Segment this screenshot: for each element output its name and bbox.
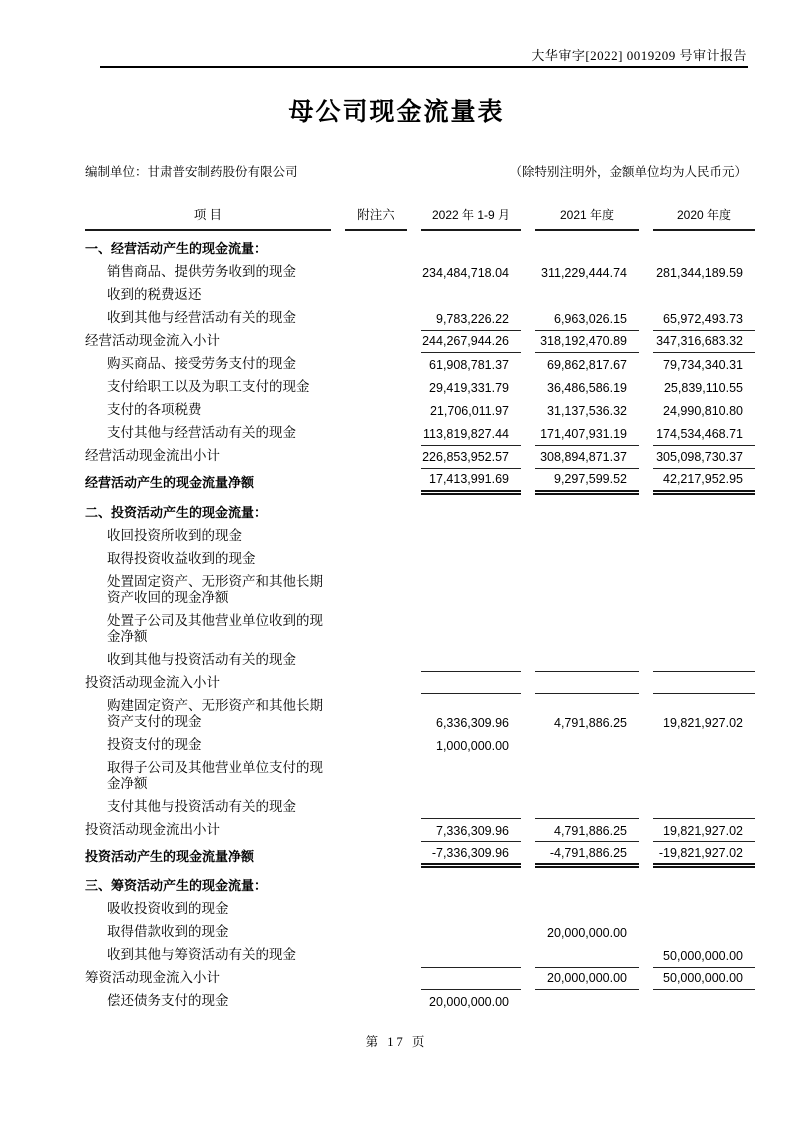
- row-label: 销售商品、提供劳务收到的现金: [107, 264, 296, 279]
- table-row: [85, 609, 755, 648]
- note-cell: [345, 468, 407, 495]
- value-cell: [653, 648, 755, 671]
- value-cell: 347,316,683.32: [653, 330, 755, 353]
- value-cell: [421, 648, 521, 671]
- value-cell: [421, 671, 521, 694]
- column-header-2021: 2021 年度: [535, 202, 639, 231]
- note-cell: [345, 967, 407, 990]
- row-label: 收回投资所收到的现金: [107, 527, 242, 543]
- note-cell: [345, 818, 407, 841]
- note-cell: [345, 307, 407, 330]
- table-row: [85, 468, 755, 495]
- value-cell: 25,839,110.55: [663, 381, 743, 395]
- page-number: 第 17 页: [365, 1035, 428, 1049]
- value-cell: 4,791,886.25: [535, 818, 639, 841]
- note-cell: [345, 841, 407, 868]
- note-cell: [345, 944, 407, 967]
- value-cell: [653, 898, 755, 921]
- note-cell: [345, 261, 407, 284]
- value-cell: [535, 868, 639, 898]
- value-cell: [653, 921, 755, 944]
- value-cell: [535, 547, 639, 570]
- table-row: [85, 231, 755, 261]
- value-cell: [535, 795, 639, 818]
- row-label: 取得投资收益收到的现金: [107, 550, 256, 566]
- column-header-2022: 2022 年 1-9 月: [421, 202, 521, 231]
- note-cell: [345, 547, 407, 570]
- row-label: 支付的各项税费: [107, 402, 202, 417]
- table-row: [85, 524, 755, 547]
- value-cell: 244,267,944.26: [421, 330, 521, 353]
- value-cell: 311,229,444.74: [541, 266, 627, 280]
- page-title: 母公司现金流量表: [288, 98, 505, 126]
- note-cell: [345, 570, 407, 609]
- value-cell: 29,419,331.79: [429, 381, 509, 395]
- note-cell: [345, 399, 407, 422]
- note-cell: [345, 868, 407, 898]
- row-label: 二、投资活动产生的现金流量：: [85, 504, 268, 520]
- value-cell: [535, 733, 639, 756]
- value-cell: 20,000,000.00: [547, 926, 627, 940]
- value-cell: [535, 495, 639, 525]
- value-cell: 7,336,309.96: [421, 818, 521, 841]
- row-label: 投资活动产生的现金流量净额: [85, 848, 255, 864]
- row-label: 一、经营活动产生的现金流量：: [85, 241, 268, 256]
- value-cell: [535, 898, 639, 921]
- table-row: [85, 376, 755, 399]
- value-cell: 20,000,000.00: [535, 967, 639, 990]
- value-cell: [653, 231, 755, 261]
- value-cell: [653, 671, 755, 694]
- value-cell: [653, 570, 755, 609]
- meta-row: [85, 162, 747, 180]
- table-row: [85, 330, 755, 353]
- row-label: 投资活动现金流出小计: [85, 821, 220, 837]
- header-rule: [100, 66, 748, 68]
- value-cell: [421, 547, 521, 570]
- value-cell: -19,821,927.02: [653, 841, 755, 868]
- row-label: 筹资活动现金流入小计: [85, 970, 220, 985]
- note-cell: [345, 921, 407, 944]
- value-cell: -4,791,886.25: [535, 841, 639, 868]
- table-row: [85, 990, 755, 1013]
- value-cell: 234,484,718.04: [422, 266, 509, 280]
- value-cell: [535, 284, 639, 307]
- table-row: [85, 898, 755, 921]
- row-label: 投资支付的现金: [107, 736, 202, 752]
- note-cell: [345, 422, 407, 445]
- table-row: [85, 967, 755, 990]
- table-row: [85, 284, 755, 307]
- table-row: [85, 756, 755, 795]
- row-label: 偿还债务支付的现金: [107, 993, 229, 1008]
- value-cell: 61,908,781.37: [429, 358, 509, 372]
- value-cell: [421, 756, 521, 795]
- table-row: [85, 261, 755, 284]
- value-cell: [421, 944, 521, 967]
- value-cell: [535, 648, 639, 671]
- value-cell: 20,000,000.00: [429, 995, 509, 1009]
- row-label: 收到其他与投资活动有关的现金: [107, 651, 296, 667]
- value-cell: [421, 967, 521, 990]
- value-cell: [421, 795, 521, 818]
- table-row: [85, 671, 755, 694]
- value-cell: 4,791,886.25: [554, 715, 627, 730]
- value-cell: [653, 495, 755, 525]
- note-cell: [345, 671, 407, 694]
- note-cell: [345, 330, 407, 353]
- value-cell: 36,486,586.19: [547, 381, 627, 395]
- table-row: [85, 868, 755, 898]
- note-cell: [345, 524, 407, 547]
- column-header-note: 附注六: [345, 202, 407, 231]
- row-label: 取得子公司及其他营业单位支付的现金净额: [107, 759, 323, 791]
- table-row: [85, 495, 755, 525]
- note-cell: [345, 445, 407, 468]
- value-cell: [421, 524, 521, 547]
- value-cell: 9,783,226.22: [436, 312, 509, 326]
- value-cell: 50,000,000.00: [663, 949, 743, 963]
- audit-report-number: 大华审字[2022] 0019209 号审计报告: [531, 48, 747, 63]
- value-cell: 281,344,189.59: [656, 266, 743, 280]
- value-cell: [421, 921, 521, 944]
- row-label: 取得借款收到的现金: [107, 924, 229, 939]
- value-cell: 42,217,952.95: [653, 468, 755, 495]
- value-cell: -7,336,309.96: [421, 841, 521, 868]
- value-cell: [535, 570, 639, 609]
- value-cell: 6,963,026.15: [554, 312, 627, 326]
- row-label: 吸收投资收到的现金: [107, 901, 229, 916]
- value-cell: 113,819,827.44: [423, 427, 509, 441]
- table-row: [85, 445, 755, 468]
- table-row: [85, 733, 755, 756]
- note-cell: [345, 495, 407, 525]
- note-cell: [345, 648, 407, 671]
- row-label: 处置子公司及其他营业单位收到的现金净额: [107, 612, 323, 644]
- row-label: 投资活动现金流入小计: [85, 674, 220, 690]
- value-cell: [535, 609, 639, 648]
- row-label: 支付其他与经营活动有关的现金: [107, 425, 296, 440]
- table-row: [85, 399, 755, 422]
- value-cell: [653, 990, 755, 1013]
- value-cell: 6,336,309.96: [436, 715, 509, 730]
- value-cell: [421, 495, 521, 525]
- table-row: [85, 307, 755, 330]
- value-cell: [653, 733, 755, 756]
- value-cell: [653, 284, 755, 307]
- value-cell: 17,413,991.69: [421, 468, 521, 495]
- note-cell: [345, 694, 407, 733]
- table-body: [85, 231, 755, 1013]
- value-cell: [653, 609, 755, 648]
- value-cell: 19,821,927.02: [663, 715, 743, 730]
- table-row: [85, 944, 755, 967]
- value-cell: 65,972,493.73: [663, 312, 743, 326]
- row-label: 购建固定资产、无形资产和其他长期资产支付的现金: [107, 697, 323, 729]
- table-row: [85, 570, 755, 609]
- value-cell: 318,192,470.89: [535, 330, 639, 353]
- value-cell: [535, 756, 639, 795]
- note-cell: [345, 353, 407, 376]
- note-cell: [345, 609, 407, 648]
- value-cell: 174,534,468.71: [656, 427, 743, 441]
- value-cell: [535, 524, 639, 547]
- value-cell: [535, 944, 639, 967]
- column-header-item: 项 目: [85, 202, 331, 231]
- row-label: 收到的税费返还: [107, 287, 202, 302]
- value-cell: [535, 990, 639, 1013]
- note-cell: [345, 376, 407, 399]
- value-cell: 226,853,952.57: [421, 445, 521, 468]
- table-row: [85, 547, 755, 570]
- value-cell: [535, 231, 639, 261]
- table-row: [85, 353, 755, 376]
- value-cell: [653, 524, 755, 547]
- cash-flow-table: [71, 202, 769, 1013]
- note-cell: [345, 756, 407, 795]
- row-label: 收到其他与筹资活动有关的现金: [107, 947, 296, 962]
- value-cell: [421, 231, 521, 261]
- note-cell: [345, 733, 407, 756]
- value-cell: [653, 868, 755, 898]
- row-label: 支付其他与投资活动有关的现金: [107, 798, 296, 814]
- value-cell: 171,407,931.19: [540, 427, 627, 441]
- row-label: 支付给职工以及为职工支付的现金: [107, 379, 310, 394]
- table-row: [85, 422, 755, 445]
- row-label: 三、筹资活动产生的现金流量：: [85, 878, 268, 893]
- note-cell: [345, 898, 407, 921]
- value-cell: 21,706,011.97: [429, 404, 509, 418]
- value-cell: 308,894,871.37: [535, 445, 639, 468]
- value-cell: 24,990,810.80: [663, 404, 743, 418]
- value-cell: [421, 570, 521, 609]
- column-header-2020: 2020 年度: [653, 202, 755, 231]
- value-cell: 69,862,817.67: [547, 358, 627, 372]
- value-cell: [653, 547, 755, 570]
- value-cell: [653, 756, 755, 795]
- value-cell: [421, 609, 521, 648]
- value-cell: 50,000,000.00: [653, 967, 755, 990]
- row-label: 购买商品、接受劳务支付的现金: [107, 356, 296, 371]
- value-cell: 31,137,536.32: [547, 404, 627, 418]
- row-label: 经营活动现金流出小计: [85, 448, 220, 463]
- value-cell: 79,734,340.31: [663, 358, 743, 372]
- table-row: [85, 795, 755, 818]
- value-cell: 9,297,599.52: [535, 468, 639, 495]
- table-row: [85, 818, 755, 841]
- row-label: 收到其他与经营活动有关的现金: [107, 310, 296, 325]
- table-row: [85, 694, 755, 733]
- value-cell: [535, 671, 639, 694]
- currency-note: （除特别注明外，金额单位均为人民币元）: [509, 165, 747, 179]
- row-label: 经营活动产生的现金流量净额: [85, 475, 255, 490]
- note-cell: [345, 231, 407, 261]
- table-row: [85, 841, 755, 868]
- prepared-by: 编制单位：甘肃普安制药股份有限公司: [85, 165, 298, 179]
- value-cell: [421, 898, 521, 921]
- value-cell: [653, 795, 755, 818]
- note-cell: [345, 284, 407, 307]
- note-cell: [345, 795, 407, 818]
- row-label: 经营活动现金流入小计: [85, 333, 220, 348]
- value-cell: 305,098,730.37: [653, 445, 755, 468]
- value-cell: [421, 284, 521, 307]
- value-cell: 19,821,927.02: [653, 818, 755, 841]
- value-cell: 1,000,000.00: [436, 738, 509, 753]
- table-row: [85, 921, 755, 944]
- table-row: [85, 648, 755, 671]
- note-cell: [345, 990, 407, 1013]
- table-header-row: [85, 202, 755, 231]
- value-cell: [421, 868, 521, 898]
- row-label: 处置固定资产、无形资产和其他长期资产收回的现金净额: [107, 573, 323, 605]
